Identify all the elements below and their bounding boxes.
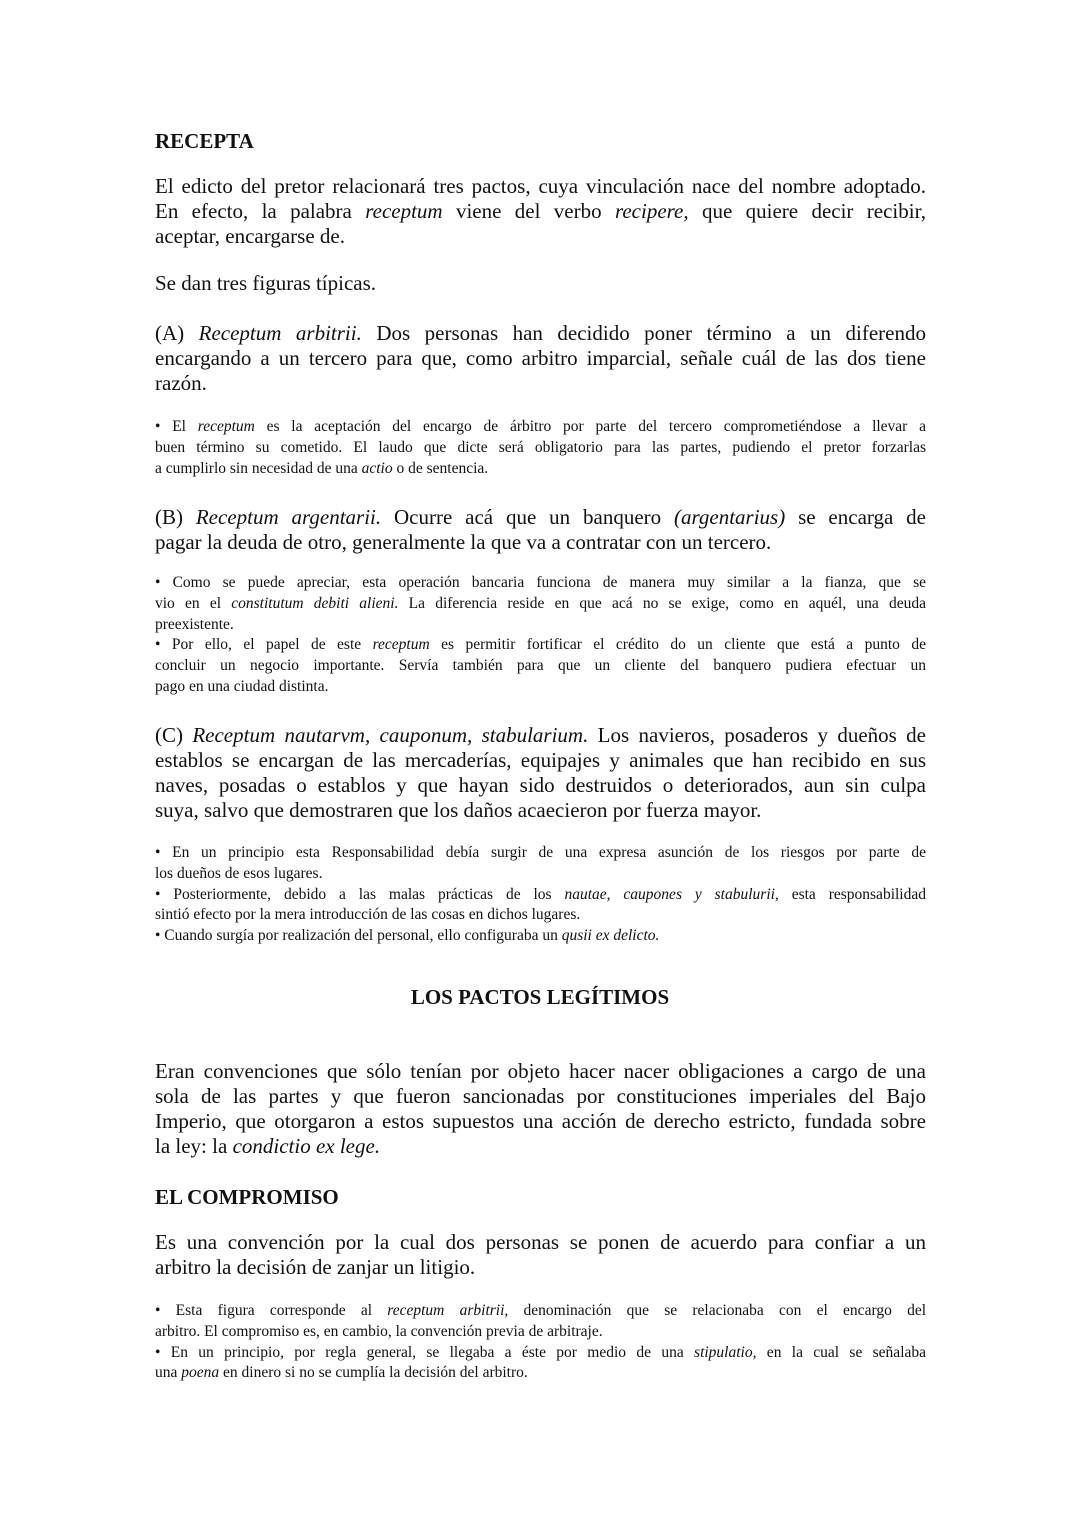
intro-line-2: En efecto, la palabra receptum viene del verbo recipere, que quiere decir recibir, — [155, 199, 926, 223]
figure-a-line-2: encargando a un tercero para que, como arbitro imparcial, señale cuál de las dos tiene — [155, 346, 926, 370]
figure-c-paragraph — [155, 723, 926, 823]
figure-a-line-3: razón. — [155, 371, 207, 395]
figure-c-notes: • En un principio esta Responsabilidad debía surgir de una expresa asunción de los riesgos por parte de los dueños de esos lugares. • Posteriormente, debido a las malas prácticas de los nautae, caupones y stabulurii, esta responsabilidad sintió efecto por la mera introducción de las cosas en dichos lugares. • Cuando surgía por realización del personal, ello configuraba un qusii ex delicto. — [155, 844, 926, 945]
figures-line: Se dan tres figuras típicas. — [155, 271, 377, 295]
figure-b-line-2: pagar la deuda de otro, generalmente la que va a contratar con un tercero. — [155, 530, 772, 554]
figure-b-line-1: (B) Receptum argentarii. Ocurre acá que un banquero (argentarius) se encarga de — [155, 505, 926, 529]
compromiso-paragraph: Es una convención por la cual dos personas se ponen de acuerdo para confiar a un arbitro la decisión de zanjar un litigio. — [155, 1230, 926, 1279]
recepta-intro-paragraph — [155, 174, 926, 249]
figure-a-line-1: (A) Receptum arbitrii. Dos personas han decidido poner término a un diferendo — [155, 321, 926, 345]
recepta-heading: RECEPTA — [155, 129, 254, 153]
figure-b-notes: • Como se puede apreciar, esta operación bancaria funciona de manera muy similar a la fianza, que se vio en el constitutum debiti alieni. La diferencia reside en que acá no se exige, como en aquél, una deuda preexistente. • Por ello, el papel de este receptum es permitir fortificar el crédito do un cliente que está a punto de concluir un negocio importante. Servía también para que un cliente del banquero pudiera efectuar un pago en una ciudad distinta. — [155, 574, 926, 695]
figure-a-paragraph — [155, 321, 926, 396]
intro-line-1: El edicto del pretor relacionará tres pactos, cuya vinculación nace del nombre adoptado. — [155, 174, 926, 198]
figure-c-line-2: establos se encargan de las mercaderías, equipajes y animales que han recibido en sus — [155, 748, 926, 772]
figure-b-paragraph — [155, 505, 926, 555]
compromiso-heading: EL COMPROMISO — [155, 1185, 339, 1209]
intro-line-3: aceptar, encargarse de. — [155, 224, 345, 248]
figure-c-line-4: suya, salvo que demostraren que los daños acaecieron por fuerza mayor. — [155, 798, 762, 822]
compromiso-notes: • Esta figura corresponde al receptum arbitrii, denominación que se relacionaba con el encargo del arbitro. El compromiso es, en cambio, la convención previa de arbitraje. • En un principio, por regla general, se llegaba a éste por medio de una stipulatio, en la cual se señalaba una poena en dinero si no se cumplía la decisión del arbitro. — [155, 1302, 927, 1382]
figure-a-note: • El receptum es la aceptación del encargo de árbitro por parte del tercero comprometiéndose a llevar a buen término su cometido. El laudo que dicte será obligatorio para las partes, pudiendo el pretor forzarlas a cumplirlo sin necesidad de una actio o de sentencia. — [155, 418, 926, 477]
pactos-heading: LOS PACTOS LEGÍTIMOS — [410, 985, 670, 1009]
pactos-paragraph: Eran convenciones que sólo tenían por objeto hacer nacer obligaciones a cargo de una sola de las partes y que fueron sancionadas por constituciones imperiales del Bajo Imperio, que otorgaron a estos supuestos una acción de derecho estricto, fundada sobre la ley: la condictio ex lege. — [155, 1059, 926, 1158]
figure-c-line-3: naves, posadas o establos y que hayan sido destruidos o deteriorados, aun sin culpa — [155, 773, 926, 797]
figure-c-line-1: (C) Receptum nautarvm, cauponum, stabularium. Los navieros, posaderos y dueños de — [155, 723, 926, 747]
